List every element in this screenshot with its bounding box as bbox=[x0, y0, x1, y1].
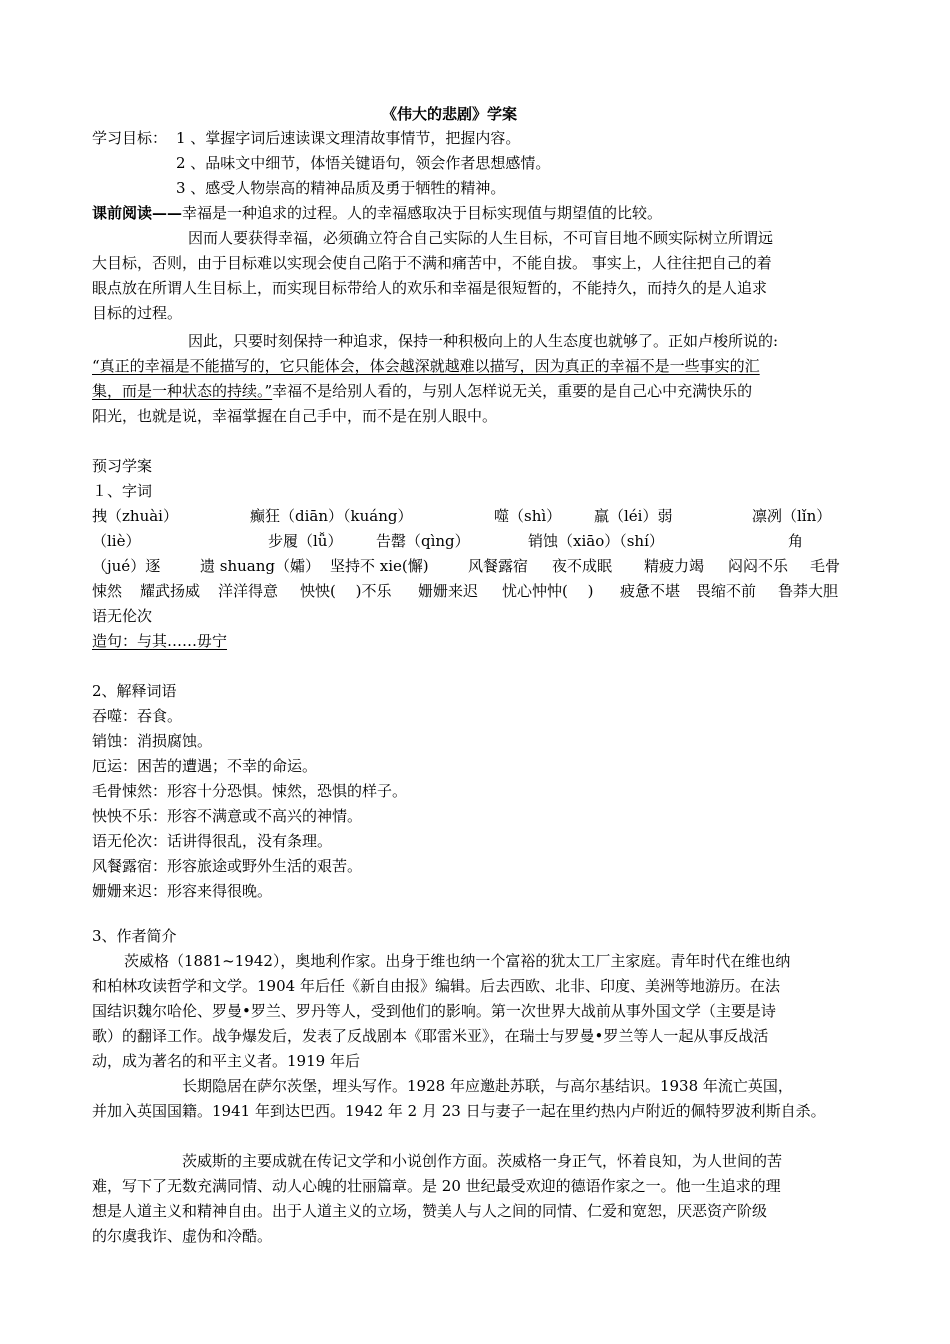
definition: 吞噬：吞食。 bbox=[92, 707, 183, 725]
reading-text: 幸福不是给别人看的，与别人怎样说无关，重要的是自己心中充满快乐的 bbox=[272, 382, 753, 400]
objective-item: 1 、掌握字词后速读课文理清故事情节，把握内容。 bbox=[176, 129, 521, 147]
author-text: 歌）的翻译工作。战争爆发后，发表了反战剧本《耶雷米亚》，在瑞士与罗曼•罗兰等人一起从事反战活 bbox=[92, 1027, 769, 1045]
objective-item: 2 、品味文中细节，体悟关键语句，领会作者思想感情。 bbox=[176, 154, 551, 172]
author-text: 茨威格（1881~1942），奥地利作家。出身于维也纳一个富裕的犹太工厂主家庭。青年时代在维也纳 bbox=[124, 952, 791, 970]
vocab-word: （jué）逐 bbox=[92, 557, 161, 575]
author-text: 想是人道主义和精神自由。出于人道主义的立场，赞美人与人之间的同情、仁爱和宽恕，厌恶资产阶级 bbox=[92, 1202, 768, 1220]
vocab-word: 癫狂（diān）（kuáng） bbox=[250, 507, 413, 525]
reading-paragraph-line: 因而人要获得幸福，必须确立符合自己实际的人生目标，不可盲目地不顾实际树立所谓远 bbox=[188, 229, 774, 247]
sentence-exercise: 造句：与其……毋宁 bbox=[92, 632, 228, 650]
author-text: 并加入英国国籍。1941 年到达巴西。1942 年 2 月 23 日与妻子一起在里约热内卢附近的佩特罗波利斯自杀。 bbox=[92, 1102, 826, 1120]
author-text: 长期隐居在萨尔茨堡，埋头写作。1928 年应邀赴苏联，与高尔基结识。1938 年流亡英国， bbox=[182, 1077, 793, 1095]
objective-item: 3 、感受人物崇高的精神品质及勇于牺牲的精神。 bbox=[176, 179, 506, 197]
author-text: 动，成为著名的和平主义者。1919 年后 bbox=[92, 1052, 360, 1070]
vocab-word: 噬（shì） bbox=[494, 507, 562, 525]
vocab-word: 毛骨 bbox=[810, 557, 841, 575]
vocab-word: 语无伦次 bbox=[92, 607, 153, 625]
vocab-word: 精疲力竭 bbox=[644, 557, 705, 575]
reading-paragraph-line: 因此，只要时刻保持一种追求，保持一种积极向上的人生态度也就够了。正如卢梭所说的: bbox=[188, 332, 779, 350]
vocab-word: 闷闷不乐 bbox=[728, 557, 789, 575]
rousseau-quote-end: 集，而是一种状态的持续。” bbox=[92, 382, 273, 400]
sub-heading: 3、作者简介 bbox=[92, 927, 177, 945]
definition: 厄运：困苦的遭遇；不幸的命运。 bbox=[92, 757, 318, 775]
reading-paragraph-line bbox=[92, 381, 752, 401]
vocab-word: 步履（lǚ） bbox=[268, 532, 343, 550]
vocab-word: 角 bbox=[788, 532, 804, 550]
vocab-word: 风餐露宿 bbox=[468, 557, 529, 575]
reading-paragraph-line: 阳光，也就是说，幸福掌握在自己手中，而不是在别人眼中。 bbox=[92, 407, 498, 425]
vocab-word: （liè） bbox=[92, 532, 141, 550]
objectives-label: 学习目标： bbox=[92, 129, 168, 147]
reading-first-line bbox=[92, 203, 662, 223]
vocab-word: 凛冽（lǐn） bbox=[752, 507, 832, 525]
vocab-word: 忧心忡忡( ) bbox=[502, 582, 594, 600]
vocab-word: 怏怏( )不乐 bbox=[300, 582, 392, 600]
vocab-word: 洋洋得意 bbox=[218, 582, 279, 600]
definition: 毛骨悚然：形容十分恐惧。悚然，恐惧的样子。 bbox=[92, 782, 408, 800]
definition: 怏怏不乐：形容不满意或不高兴的神情。 bbox=[92, 807, 363, 825]
author-text: 和柏林攻读哲学和文学。1904 年后任《新自由报》编辑。后去西欧、北非、印度、美洲等地游历。在法 bbox=[92, 977, 780, 995]
author-text: 国结识魏尔哈伦、罗曼•罗兰、罗丹等人，受到他们的影响。第一次世界大战前从事外国文学（主要是诗 bbox=[92, 1002, 776, 1020]
vocab-word: 拽（zhuài） bbox=[92, 507, 178, 525]
vocab-word: 悚然 bbox=[92, 582, 123, 600]
vocab-word: 姗姗来迟 bbox=[418, 582, 479, 600]
reading-paragraph-line: 大目标，否则，由于目标难以实现会使自己陷于不满和痛苦中，不能自拔。 事实上，人往往把自己的着 bbox=[92, 254, 772, 272]
sub-heading: １、字词 bbox=[92, 482, 153, 500]
page-title: 《伟大的悲剧》学案 bbox=[382, 105, 518, 123]
vocab-word: 畏缩不前 bbox=[696, 582, 757, 600]
vocab-word: 羸（léi）弱 bbox=[594, 507, 673, 525]
vocab-word: 耀武扬威 bbox=[140, 582, 201, 600]
vocab-word: 遗 shuang（孀） bbox=[200, 557, 320, 575]
vocab-word: 疲惫不堪 bbox=[620, 582, 681, 600]
definition: 销蚀：消损腐蚀。 bbox=[92, 732, 213, 750]
section-heading: 预习学案 bbox=[92, 457, 153, 475]
sub-heading: 2、解释词语 bbox=[92, 682, 177, 700]
author-text: 的尔虞我诈、虚伪和冷酷。 bbox=[92, 1227, 273, 1245]
vocab-word: 鲁莽大胆 bbox=[778, 582, 839, 600]
vocab-word: 告罄（qìng） bbox=[376, 532, 470, 550]
definition: 语无伦次：话讲得很乱，没有条理。 bbox=[92, 832, 333, 850]
vocab-word: 夜不成眠 bbox=[552, 557, 613, 575]
author-text: 茨威斯的主要成就在传记文学和小说创作方面。茨威格一身正气，怀着良知，为人世间的苦 bbox=[182, 1152, 783, 1170]
author-text: 难，写下了无数充满同情、动人心魄的壮丽篇章。是 20 世纪最受欢迎的德语作家之一。他一生追求的理 bbox=[92, 1177, 781, 1195]
reading-label: 课前阅读—— bbox=[92, 204, 183, 222]
vocab-word: 坚持不 xie(懈) bbox=[330, 557, 429, 575]
reading-paragraph-line: 眼点放在所谓人生目标上，而实现目标带给人的欢乐和幸福是很短暂的，不能持久，而持久的是人追求 bbox=[92, 279, 768, 297]
reading-paragraph-line: 目标的过程。 bbox=[92, 304, 183, 322]
vocab-word: 销蚀（xiāo）（shí） bbox=[528, 532, 664, 550]
reading-text: 幸福是一种追求的过程。人的幸福感取决于目标实现值与期望值的比较。 bbox=[182, 204, 663, 222]
definition: 风餐露宿：形容旅途或野外生活的艰苦。 bbox=[92, 857, 363, 875]
definition: 姗姗来迟：形容来得很晚。 bbox=[92, 882, 273, 900]
rousseau-quote: “真正的幸福是不能描写的，它只能体会，体会越深就越难以描写，因为真正的幸福不是一些事实的汇 bbox=[92, 357, 760, 375]
